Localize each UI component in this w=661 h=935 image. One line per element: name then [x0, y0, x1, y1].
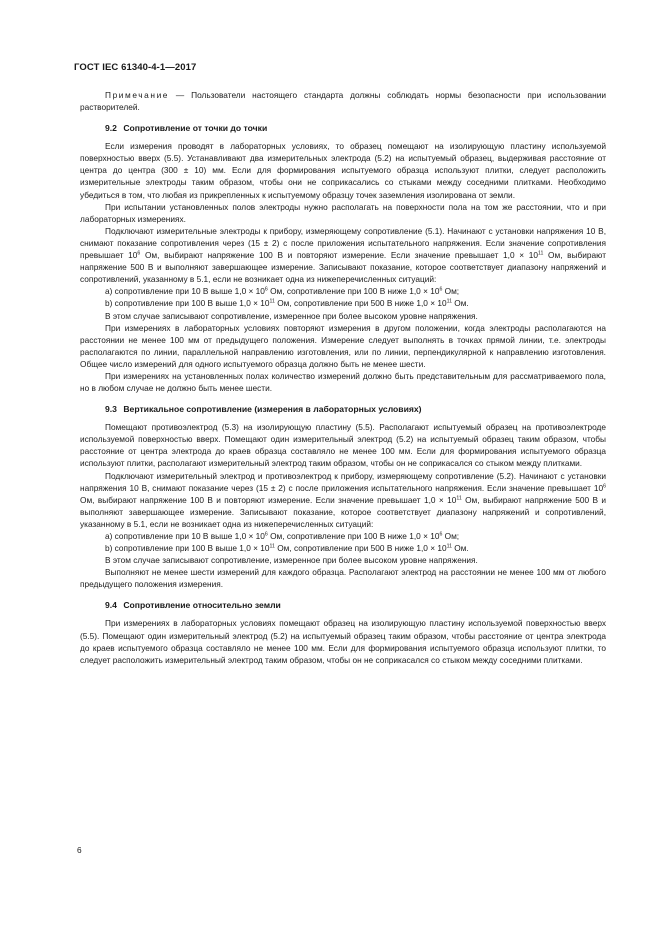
- paragraph: Выполняют не менее шести измерений для каждого образца. Располагают электрод на расстоянии не менее 100 мм от любого предыдущего положения измерения.: [80, 567, 606, 590]
- document-header: ГОСТ IEC 61340-4-1—2017: [74, 62, 197, 73]
- section-number: 9.2: [105, 123, 117, 134]
- note-paragraph: [80, 89, 606, 113]
- section-number: 9.3: [105, 404, 117, 415]
- list-item-a: а) сопротивление при 10 В выше $1,0 \times 10^6$ Ом, сопротивление при 100 В ниже $1,0 \times 10^6$ Ом;: [105, 286, 460, 297]
- note-label: Примечание: [105, 90, 170, 100]
- paragraph: При испытании установленных полов электроды нужно располагать на поверхности пола на том же расстоянии, что и при лабораторных измерениях.: [80, 201, 606, 224]
- paragraph: При измерениях на установленных полах количество измерений должно быть представительным для рассматриваемого пола, но в любом случае не должно быть менее шести.: [80, 370, 606, 394]
- section-title: Вертикальное сопротивление (измерения в лабораторных условиях): [123, 404, 422, 415]
- section-title: Сопротивление от точки до точки: [123, 123, 268, 134]
- paragraph: В этом случае записывают сопротивление, измеренное при более высоком уровне напряжения.: [105, 555, 478, 566]
- paragraph: При измерениях в лабораторных условиях повторяют измерения в другом положении, когда электроды располагаются на расстоянии не менее 100 мм от предыдущего положения. Измерение следует выполнять в точках прямой линии, т.е. электроды располагаются по линии, параллельной направлению изготовления, или по линии, перпендикулярной к направлению изготовления. Общее число измерений для одного испытуемого образца должно быть не менее шести.: [80, 322, 606, 369]
- paragraph: Подключают измерительный электрод и противоэлектрод к прибору, измеряющему сопротивление (5.2). Начинают с установки напряжения 10 В, снимают показание через (15 ± 2) с после приложения испытательного напряжения. Если значение превышает $10^6$ Ом, выбирают напряжение 100 В и повторяют измерение. Если значение превышает $1,0 \times 10^{11}$ Ом, выбирают напряжение 500 В и выполняют завершающее измерение. Записывают показание, которое соответствует диапазону напряжений и сопротивлений, указанному в 5.1, если не возникает одна из нижеперечисленных ситуаций:: [80, 470, 606, 529]
- list-item-b: b) сопротивление при 100 В выше $1,0 \times 10^{11}$ Ом, сопротивление при 500 В ниже $1,0 \times 10^{11}$ Ом.: [105, 543, 469, 554]
- document-body: [80, 89, 606, 666]
- section-heading-9-2: [105, 122, 606, 134]
- paragraph: В этом случае записывают сопротивление, измеренное при более высоком уровне напряжения.: [105, 310, 478, 321]
- section-heading-9-3: [105, 403, 606, 415]
- list-item-a: а) сопротивление при 10 В выше $1,0 \times 10^6$ Ом, сопротивление при 100 В ниже $1,0 \times 10^6$ Ом;: [105, 531, 460, 541]
- list-item-b: b) сопротивление при 100 В выше $1,0 \times 10^{11}$ Ом, сопротивление при 500 В ниже $1,0 \times 10^{11}$ Ом.: [105, 298, 469, 309]
- section-heading-9-4: [105, 599, 606, 611]
- page-number: 6: [77, 845, 82, 855]
- note-text: — Пользователи настоящего стандарта должны соблюдать нормы безопасности при использовании растворителей.: [80, 90, 606, 113]
- paragraph: Подключают измерительные электроды к прибору, измеряющему сопротивление (5.1). Начинают с установки напряжения 10 В, снимают показание сопротивления через (15 ± 2) с после приложения испытательного напряжения. Если значение сопротивления превышает $10^6$ Ом, выбирают напряжение 100 В и повторяют измерение. Если значение превышает $1,0 \times 10^{11}$ Ом, выбирают напряжение 500 В и выполняют завершающее измерение. Записывают показание, которое соответствует диапазону напряжений и сопротивлений, указанному в 5.1, если не возникает одна из нижеперечисленных ситуаций:: [80, 225, 606, 285]
- paragraph: Если измерения проводят в лабораторных условиях, то образец помещают на изолирующую пластину используемой поверхностью вверх (5.5). Устанавливают два измерительных электрода (5.2) на испытуемый образец, выдерживая расстояние от центра до центра (300 ± 10) мм. Если для формирования испытуемого образца используют плитки, следует расположить измерительные электроды таким образом, чтобы они не соприкасались со стыками между соседними плитками. Необходимо убедиться в том, что любая из прикрепленных к испытуемому образцу точек заземления изолирована от земли.: [80, 141, 606, 200]
- section-title: Сопротивление относительно земли: [123, 600, 281, 611]
- section-number: 9.4: [105, 600, 117, 611]
- paragraph: При измерениях в лабораторных условиях помещают образец на изолирующую пластину используемой поверхностью вверх (5.5). Помещают один измерительный электрод (5.2) на испытуемый образец таким образом, чтобы расстояние от центра электрода до краев испытуемого образца составляло не менее 100 мм. Если для формирования испытуемого образца используют плитки, то следует расположить измерительный электрод таким образом, чтобы он не соприкасался со стыком между соседними плитками.: [80, 618, 606, 665]
- paragraph: Помещают противоэлектрод (5.3) на изолирующую пластину (5.5). Располагают испытуемый образец на противоэлектроде используемой поверхностью вверх. Помещают один измерительный электрод (5.2) на испытуемый образец таким образом, чтобы расстояние от центра электрода до краев образца составляло не менее 100 мм. Если для формирования испытуемого образца используют плитки, располагают измерительный электрод таким образом, чтобы он не соприкасался со стыком между плитками.: [80, 422, 606, 469]
